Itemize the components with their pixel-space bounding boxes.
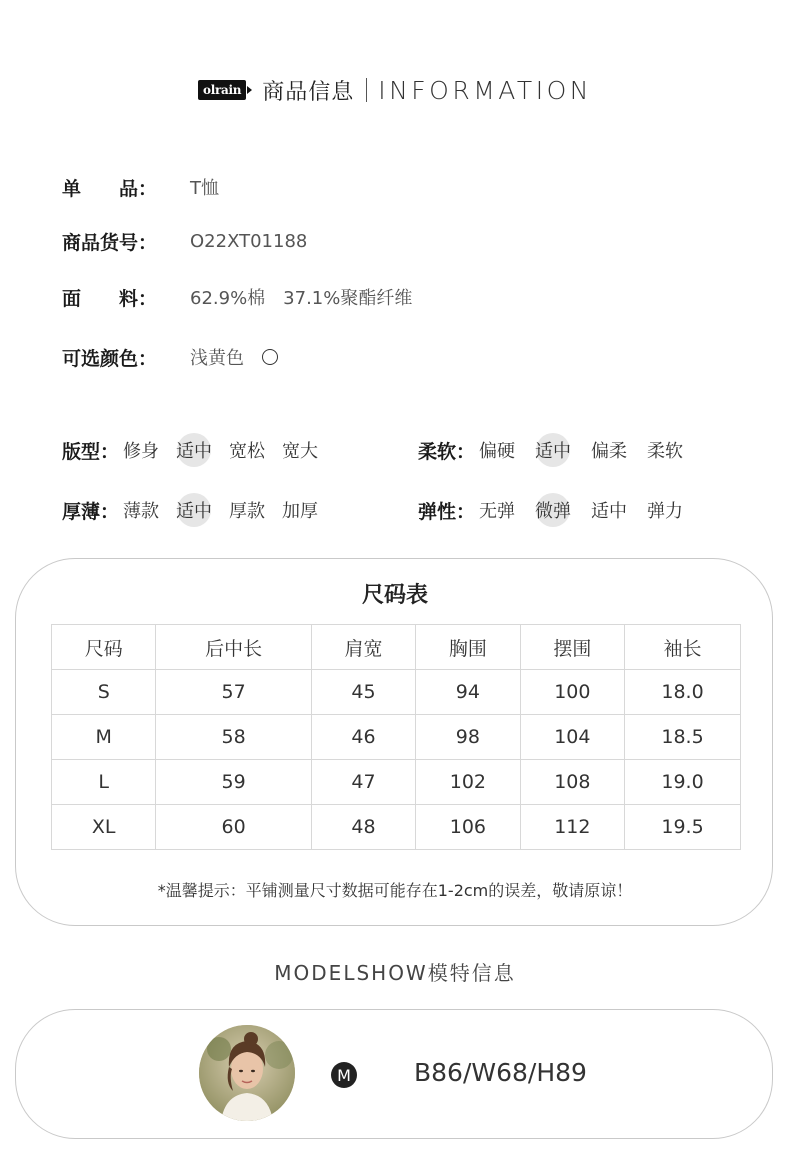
attr-option: 修身	[123, 441, 160, 462]
table-cell: 19.5	[625, 805, 741, 850]
attr-softness	[418, 433, 700, 467]
info-row-fabric	[62, 282, 412, 312]
table-cell: 94	[416, 670, 520, 715]
attr-option: 薄款	[123, 501, 160, 522]
info-label: 商品货号：	[62, 231, 158, 254]
header-title-en: INFORMATION	[378, 75, 592, 105]
info-label: 单 品：	[62, 177, 158, 200]
attr-option-selected: 微弹	[535, 497, 571, 523]
table-cell: S	[52, 670, 156, 715]
table-header-cell: 尺码	[52, 625, 156, 670]
color-value: 浅黄色	[190, 348, 244, 369]
model-photo-icon	[199, 1025, 295, 1121]
table-cell: 18.5	[625, 715, 741, 760]
table-cell: 98	[416, 715, 520, 760]
table-header-cell: 袖长	[625, 625, 741, 670]
attr-option-selected: 适中	[176, 437, 212, 463]
table-cell: 106	[416, 805, 520, 850]
brand-logo: olrain	[198, 80, 246, 100]
attr-label: 柔软：	[418, 440, 476, 463]
table-cell: L	[52, 760, 156, 805]
attr-option-selected: 适中	[176, 497, 212, 523]
info-label: 可选颜色：	[62, 347, 158, 370]
attr-elasticity	[418, 493, 700, 527]
header-title-cn: 商品信息	[262, 79, 355, 105]
model-measurements: B86/W68/H89	[414, 1058, 587, 1087]
table-row	[52, 670, 741, 715]
attr-label: 厚薄：	[62, 500, 120, 523]
info-label: 面 料：	[62, 287, 158, 310]
table-header-cell: 胸围	[416, 625, 520, 670]
size-table	[51, 624, 741, 850]
attr-option-selected: 适中	[535, 437, 571, 463]
model-card	[15, 1009, 773, 1139]
attr-option: 宽松	[229, 441, 266, 462]
table-header-cell: 后中长	[156, 625, 311, 670]
logo-arrow-icon	[247, 86, 252, 94]
table-cell: 60	[156, 805, 311, 850]
table-cell: 59	[156, 760, 311, 805]
attr-label: 弹性：	[418, 500, 476, 523]
table-row	[52, 760, 741, 805]
table-row	[52, 715, 741, 760]
table-cell: 47	[311, 760, 415, 805]
info-value: T恤	[190, 178, 219, 199]
table-cell: 48	[311, 805, 415, 850]
table-header-cell: 肩宽	[311, 625, 415, 670]
attr-fit	[62, 433, 335, 467]
attr-option: 无弹	[479, 501, 516, 522]
info-row-color	[62, 342, 278, 372]
color-swatch-icon	[262, 349, 278, 365]
attr-label: 版型：	[62, 440, 120, 463]
table-cell: 104	[520, 715, 624, 760]
table-cell: 57	[156, 670, 311, 715]
table-cell: 112	[520, 805, 624, 850]
attr-option: 柔软	[647, 441, 684, 462]
model-avatar	[199, 1025, 295, 1121]
table-cell: 46	[311, 715, 415, 760]
header-divider	[366, 78, 367, 102]
info-header	[0, 74, 790, 106]
attr-option: 加厚	[282, 501, 319, 522]
info-value: 62.9%棉 37.1%聚酯纤维	[190, 288, 413, 309]
table-cell: XL	[52, 805, 156, 850]
size-note: *温馨提示：平铺测量尺寸数据可能存在1-2cm的误差，敬请原谅！	[157, 881, 633, 900]
info-value: O22XT01188	[190, 230, 308, 252]
table-cell: 100	[520, 670, 624, 715]
attr-option: 厚款	[229, 501, 266, 522]
table-row	[52, 805, 741, 850]
model-size-badge: M	[331, 1062, 357, 1088]
info-row-sku	[62, 226, 307, 256]
table-cell: M	[52, 715, 156, 760]
attr-option: 偏硬	[479, 441, 516, 462]
table-cell: 102	[416, 760, 520, 805]
table-cell: 18.0	[625, 670, 741, 715]
attr-option: 弹力	[647, 501, 684, 522]
attr-option: 宽大	[282, 441, 319, 462]
info-row-product	[62, 172, 219, 202]
table-header-cell: 摆围	[520, 625, 624, 670]
table-cell: 45	[311, 670, 415, 715]
table-header-row	[52, 625, 741, 670]
table-cell: 19.0	[625, 760, 741, 805]
model-title: MODELSHOW模特信息	[274, 961, 516, 985]
attr-option: 适中	[591, 501, 628, 522]
attr-option: 偏柔	[591, 441, 628, 462]
info-value-wrap	[190, 344, 278, 370]
table-cell: 108	[520, 760, 624, 805]
size-chart-title: 尺码表	[361, 583, 428, 608]
attr-thickness	[62, 493, 335, 527]
table-cell: 58	[156, 715, 311, 760]
